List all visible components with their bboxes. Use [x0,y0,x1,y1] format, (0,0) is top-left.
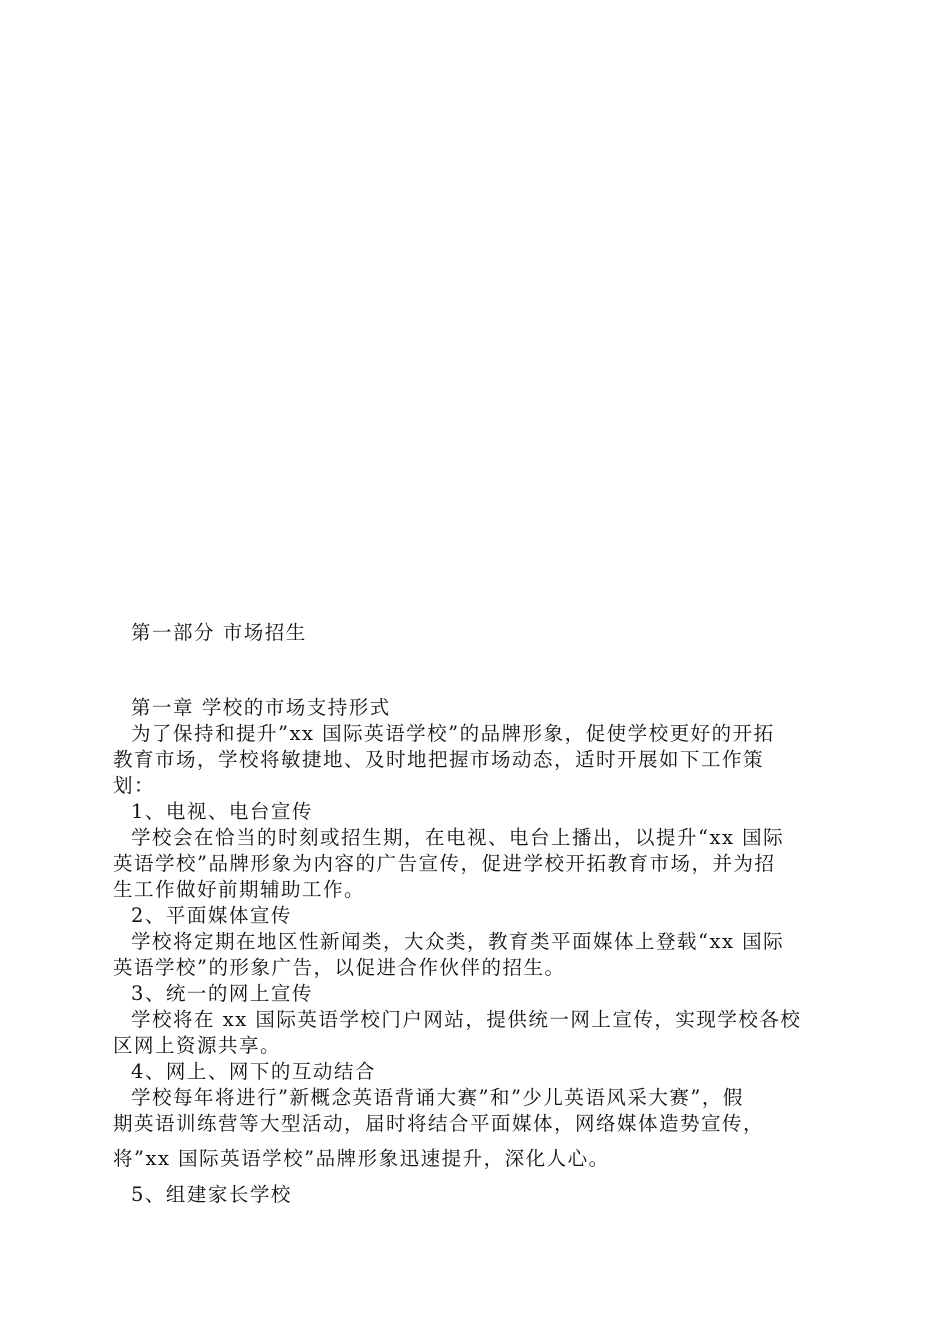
part-title: 第一部分 市场招生 [131,621,307,644]
paragraph-line: 学校将定期在地区性新闻类，大众类，教育类平面媒体上登载“xx 国际 [131,930,785,953]
section-heading: 3、统一的网上宣传 [131,982,313,1005]
intro-line: 划： [113,774,156,797]
paragraph-line: 生工作做好前期辅助工作。 [113,878,366,901]
paragraph-line: 期英语训练营等大型活动，届时将结合平面媒体，网络媒体造势宣传， [113,1112,765,1135]
paragraph-line: 将”xx 国际英语学校”品牌形象迅速提升，深化人心。 [113,1147,610,1170]
paragraph-line: 学校每年将进行”新概念英语背诵大赛”和”少儿英语风采大赛”，假 [131,1086,744,1109]
section-heading: 2、平面媒体宣传 [131,904,292,927]
intro-line: 教育市场，学校将敏捷地、及时地把握市场动态，适时开展如下工作策 [113,748,765,771]
intro-line: 为了保持和提升”xx 国际英语学校”的品牌形象，促使学校更好的开拓 [131,722,775,745]
paragraph-line: 英语学校”品牌形象为内容的广告宣传，促进学校开拓教育市场，并为招 [113,852,776,875]
paragraph-line: 学校会在恰当的时刻或招生期，在电视、电台上播出，以提升“xx 国际 [131,826,785,849]
paragraph-line: 学校将在 xx 国际英语学校门户网站，提供统一网上宣传，实现学校各校 [131,1008,802,1031]
section-heading: 4、网上、网下的互动结合 [131,1060,376,1083]
paragraph-line: 英语学校”的形象广告，以促进合作伙伴的招生。 [113,956,566,979]
section-heading: 5、组建家长学校 [131,1183,292,1206]
paragraph-line: 区网上资源共享。 [113,1034,282,1057]
chapter-title: 第一章 学校的市场支持形式 [131,696,391,719]
section-heading: 1、电视、电台宣传 [131,800,313,823]
